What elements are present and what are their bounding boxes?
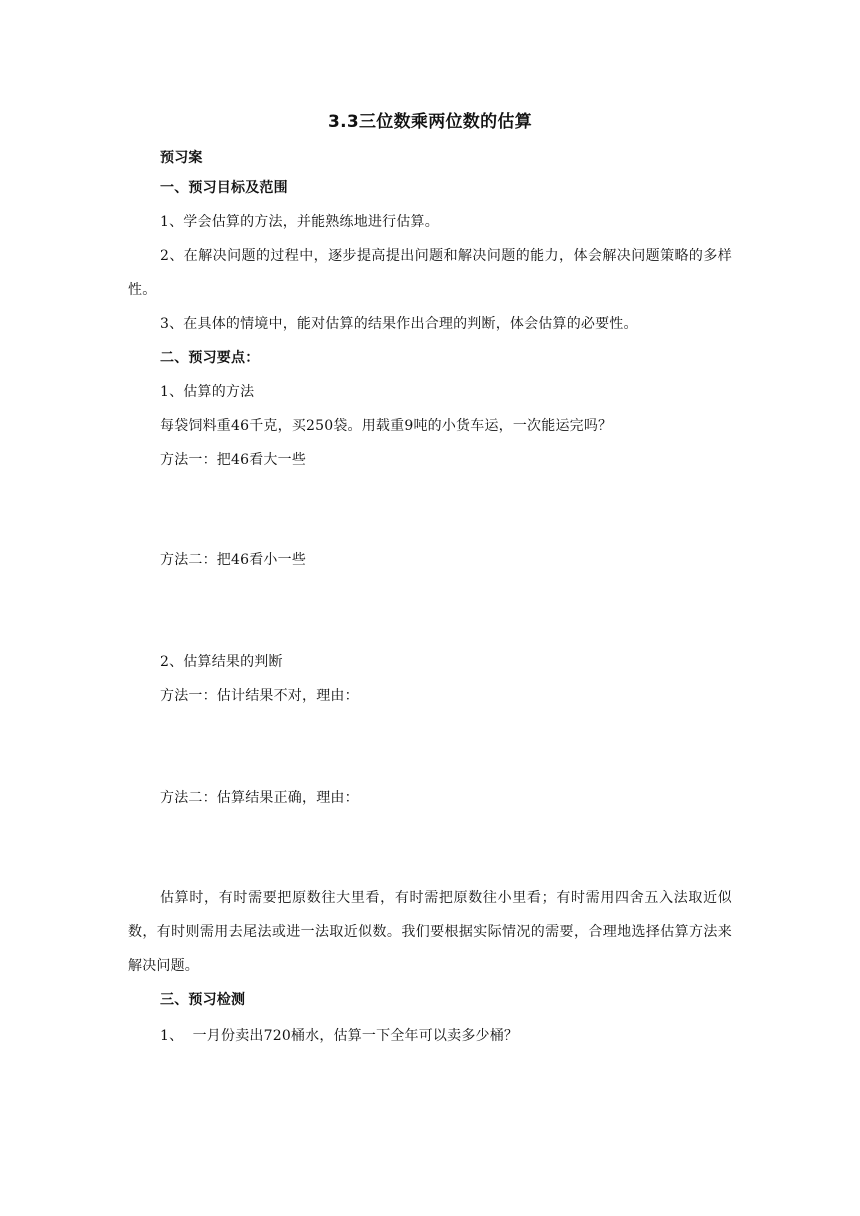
goal-1: 1、学会估算的方法，并能熟练地进行估算。 <box>160 214 439 230</box>
section-label: 预习案 <box>160 150 203 166</box>
document-title: 3.3三位数乘两位数的估算 <box>327 112 532 132</box>
check-question-1: 1、 一月份卖出720桶水，估算一下全年可以卖多少桶？ <box>160 1028 519 1044</box>
method-1: 方法一：把46看大一些 <box>160 452 307 468</box>
heading-goals: 一、预习目标及范围 <box>160 180 288 196</box>
goal-3: 3、在具体的情境中，能对估算的结果作出合理的判断，体会估算的必要性。 <box>160 316 638 332</box>
judge-2: 方法二：估算结果正确，理由： <box>160 790 359 806</box>
heading-check: 三、预习检测 <box>160 992 246 1008</box>
heading-key-points: 二、预习要点： <box>160 350 260 366</box>
goal-2: 2、在解决问题的过程中，逐步提高提出问题和解决问题的能力，体会解决问题策略的多样性。 <box>128 248 732 298</box>
point-2-title: 2、估算结果的判断 <box>160 654 283 670</box>
point-1-title: 1、估算的方法 <box>160 384 255 400</box>
problem-text: 每袋饲料重46千克，买250袋。用载重9吨的小货车运，一次能运完吗？ <box>160 418 613 434</box>
judge-1: 方法一：估计结果不对，理由： <box>160 688 359 704</box>
summary-paragraph: 估算时，有时需要把原数往大里看，有时需把原数往小里看；有时需用四舍五入法取近似数，有时则需用去尾法或进一法取近似数。我们要根据实际情况的需要，合理地选择估算方法来解决问题。 <box>128 890 732 974</box>
method-2: 方法二：把46看小一些 <box>160 552 307 568</box>
